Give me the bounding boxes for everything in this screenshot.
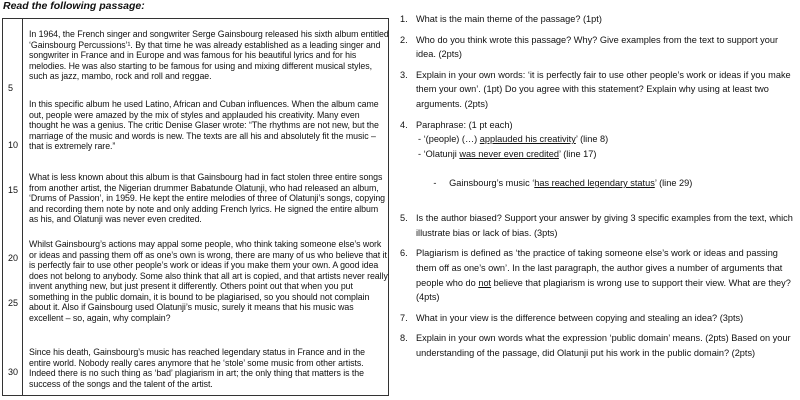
passage-paragraph-2: In this specific album he used Latino, African and Cuban influences. When the album came out, people were amazed by the mix of styles and applauded his creativity. Many even thought he was a genius. The critic Denise Glaser wrote: “The rhythms are not new, but the marriage of the music and words is new. The texts are all his and absolutely fit the music – that is extremely rare.” (29, 99, 379, 151)
question-item: 1. What is the main theme of the passage? (1pt) (400, 14, 602, 24)
question-item: 7. What in your view is the difference between copying and stealing an idea? (3pts) (400, 312, 744, 323)
question-item: 5. Is the author biased? Support your answer by giving 3 specific examples from the text, which illustrate bias or lack of bias. (3pts) (400, 213, 793, 238)
question-item: 3. Explain in your own words: ‘it is perfectly fair to use other people’s work or ideas if you make them your own’. (1pt) Do you agree with this statement? Explain why using at least two arguments. (2pts) (400, 69, 791, 109)
question-list (400, 12, 795, 366)
passage-box (2, 18, 389, 396)
question-item: 4. Paraphrase: (1 pt each) - ‘(people) (…) applauded his creativity’ (line 8) - ‘Olatunji was never even credited’ (line 17) - Gainsbourg’s music ‘has reached legendary status’ (line 29) (400, 118, 795, 206)
passage-paragraph-4: Whilst Gainsbourg’s actions may appal some people, who think taking someone else’s work or ideas and passing them off as one’s own is wrong, there are many of us who believe that it is perfectly fair to use other people’s work or ideas if you make them your own. A good idea does not belong to anybody. Some also think that all art is copied, and that artists never really invent anything new, but just present it differently. Others point out that when you put something in the public domain, it is bound to be plagiarised, so you should not complain about it. Also if Gainsbourg used Olatunji’s music, surely it means that his music was excellent – so, again, why complain? (29, 239, 388, 323)
page-title: Read the following passage: (3, 0, 145, 12)
paraphrase-item: - Gainsbourg’s music ‘has reached legendary status’ (line 29) (433, 177, 693, 188)
passage-paragraph-3: What is less known about this album is that Gainsbourg had in fact stolen three entire songs from another artist, the Nigerian drummer Babatunde Olatunji, who had released an album, ‘Drums of Passion’, in 1959. He kept the entire melodies of three of Olatunji’s songs, copying and recording them note by note and only adding French lyrics. He signed the entire album as his, and Olatunji was never even credited. (29, 172, 386, 224)
line-number: 15 (8, 185, 19, 195)
question-item: 6. Plagiarism is defined as ‘the practice of taking someone else’s work or ideas and passing them off as one’s own’. In the last paragraph, the author gives a number of arguments that people who do not believe that plagiarism is wrong use to support their view. What are they? (4pts) (400, 248, 791, 303)
question-item: 8. Explain in your own words what the expression ‘public domain’ means. (2pts) Based on your understanding of the passage, did Olatunji put his work in the public domain? (2pts) (400, 333, 791, 358)
line-number-gutter (3, 19, 23, 395)
line-number: 10 (8, 140, 19, 150)
paraphrase-item: - ‘(people) (…) applauded his creativity’ (line 8) (418, 134, 609, 145)
line-number: 20 (8, 253, 19, 263)
paraphrase-item: - ‘Olatunji was never even credited’ (line 17) (418, 148, 597, 159)
line-number: 25 (8, 298, 19, 308)
passage-paragraph-1: In 1964, the French singer and songwriter Serge Gainsbourg released his sixth album entitled ‘Gainsbourg Percussions’¹. By that time he was already established as a leading singer and songwriter in France and in Europe and was famous for his beautiful lyrics and for his melodies. He was also starting to be famous for using and mixing different musical styles, such as jazz, mambo, rock and roll and reggae. (29, 29, 389, 81)
line-number: 30 (8, 367, 19, 377)
question-item: 2. Who do you think wrote this passage? Why? Give examples from the text to support your idea. (2pts) (400, 34, 779, 60)
line-number: 5 (8, 83, 14, 93)
passage-paragraph-5: Since his death, Gainsbourg’s music has reached legendary status in France and in the entire world. Nobody really cares anymore that he ‘stole’ some music from other artists. Indeed there is no such thing as ‘bad’ plagiarism in art; the only thing that matters is the success of the songs and the talent of the artist. (29, 347, 365, 389)
